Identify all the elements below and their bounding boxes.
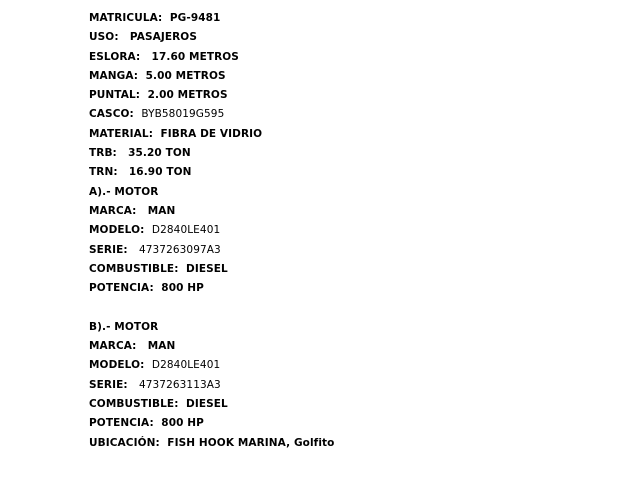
casco-line [89, 105, 629, 124]
motor-a-serie-line [89, 241, 629, 260]
matricula-line: MATRICULA: PG-9481 [89, 12, 221, 24]
motor-b-section [89, 318, 629, 453]
eslora-line: ESLORA: 17.60 METROS [89, 50, 239, 63]
motor-a-modelo-label: MODELO: [89, 224, 152, 237]
motor-a-marca-line: MARCA: MAN [89, 204, 176, 217]
motor-b-modelo-line [89, 356, 629, 375]
puntal-line: PUNTAL: 2.00 METROS [89, 89, 228, 102]
trb-line: TRB: 35.20 TON [89, 147, 191, 160]
casco-value: BYB58019G595 [141, 108, 225, 121]
trn-line: TRN: 16.90 TON [89, 166, 192, 179]
motor-a-combustible-line: COMBUSTIBLE: DIESEL [89, 262, 228, 275]
motor-b-marca-line: MARCA: MAN [89, 340, 176, 353]
material-line: MATERIAL: FIBRA DE VIDRIO [89, 127, 263, 140]
motor-b-combustible-line: COMBUSTIBLE: DIESEL [89, 397, 228, 410]
motor-b-serie-value: 4737263113A3 [138, 378, 221, 391]
casco-label: CASCO: [89, 108, 142, 121]
uso-line: USO: PASAJEROS [89, 31, 197, 44]
motor-b-potencia-line: POTENCIA: 800 HP [89, 417, 204, 430]
motor-a-serie-label: SERIE: [89, 243, 139, 256]
motor-b-serie-label: SERIE: [89, 378, 139, 391]
motor-a-serie-value: 4737263097A3 [138, 243, 221, 256]
ubicacion-line: UBICACIÓN: FISH HOOK MARINA, Golfito [89, 436, 335, 449]
motor-a-modelo-line [89, 221, 629, 240]
vessel-spec-document [89, 9, 629, 453]
motor-b-modelo-label: MODELO: [89, 359, 152, 372]
motor-a-potencia-line: POTENCIA: 800 HP [89, 282, 204, 295]
manga-line: MANGA: 5.00 METROS [89, 69, 226, 82]
motor-b-serie-line [89, 376, 629, 395]
section-spacer [89, 298, 629, 317]
vessel-section [89, 9, 629, 183]
motor-b-heading: B).- MOTOR [89, 320, 159, 333]
motor-a-section [89, 183, 629, 299]
motor-b-modelo-value: D2840LE401 [151, 359, 221, 372]
motor-a-modelo-value: D2840LE401 [151, 224, 221, 237]
motor-a-heading: A).- MOTOR [89, 185, 159, 198]
